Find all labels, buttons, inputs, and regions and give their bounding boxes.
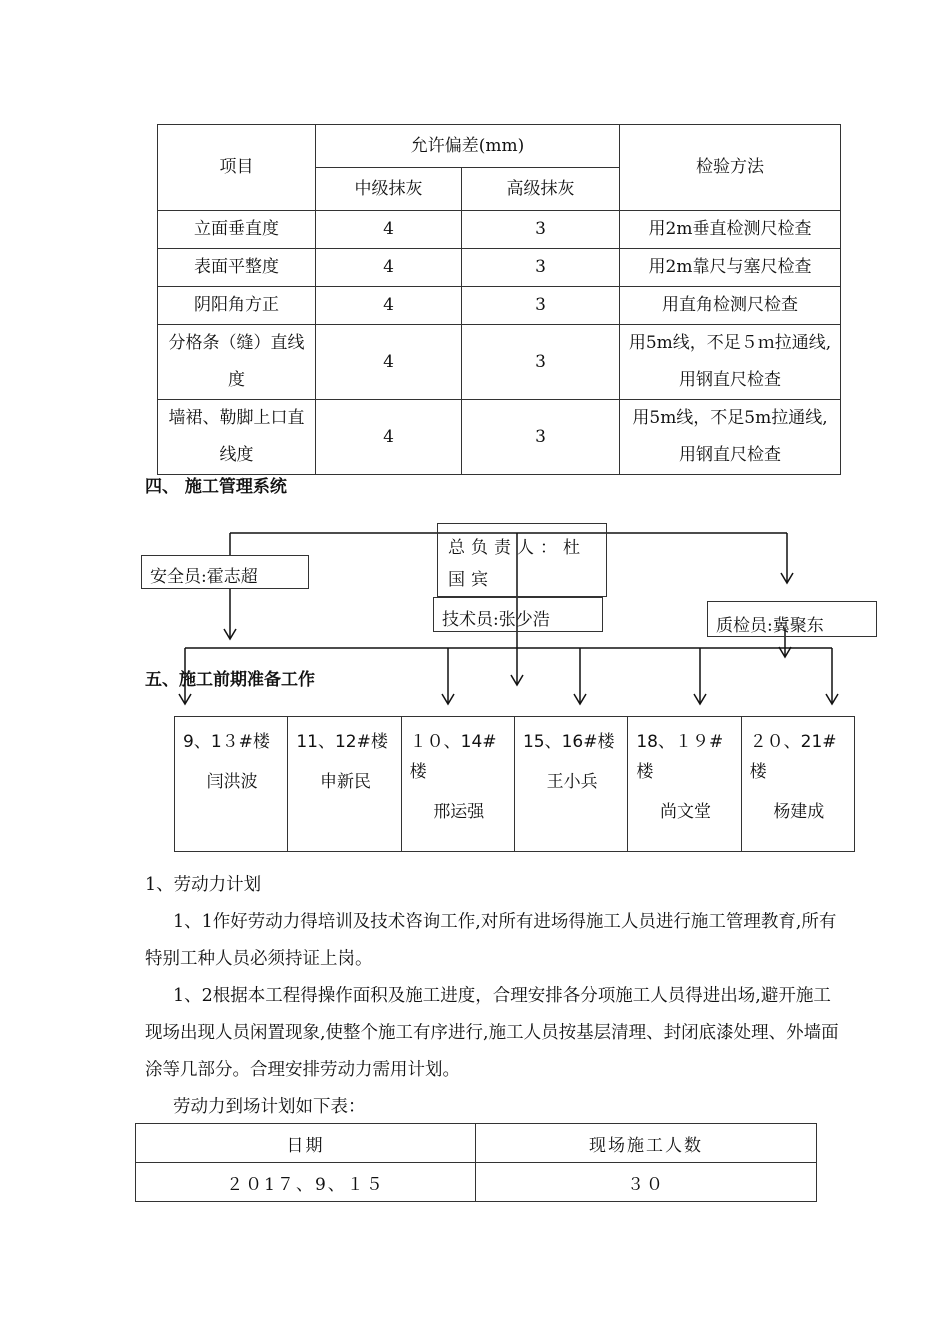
building-cell [514,717,627,852]
cell-count: ３０ [476,1163,817,1202]
tech-label: 技术员:张少浩 [442,610,550,630]
labor-paragraph-1: 1、1作好劳动力得培训及技术咨询工作,对所有进场得施工人员进行施工管理教育,所有特别工种人员必须持证上岗。 [145,912,837,969]
header-method: 检验方法 [620,125,841,211]
header-date: 日期 [136,1124,476,1163]
building-cell [288,717,401,852]
cell-item: 表面平整度 [158,249,316,287]
table-row [136,1163,817,1202]
buildings-table [174,716,855,852]
safety-box [141,555,309,589]
labor-title: 1、劳动力计划 [145,875,262,895]
building-person: 申新民 [319,772,371,792]
cell-high: 3 [462,287,620,325]
safety-label: 安全员:霍志超 [150,567,258,587]
cell-date: ２０1７、9、１５ [136,1163,476,1202]
labor-paragraph-2: 1、2根据本工程得操作面积及施工进度，合理安排各分项施工人员得进出场,避开施工现场出现人员闲置现象,使整个施工有序进行,施工人员按基层清理、封闭底漆处理、外墙面涂等几部分。合理安排劳动力需用计划。 [145,986,839,1080]
header-item: 项目 [158,125,316,211]
cell-item: 阴阳角方正 [158,287,316,325]
header-high: 高级抹灰 [462,168,620,211]
cell-method: 用直角检测尺检查 [620,287,841,325]
cell-high: 3 [462,325,620,400]
cell-mid: 4 [316,249,462,287]
quality-label: 质检员:冀聚东 [716,616,824,636]
cell-method: 用2m靠尺与塞尺检查 [620,249,841,287]
cell-mid: 4 [316,325,462,400]
cell-high: 3 [462,249,620,287]
cell-item: 墙裙、勒脚上口直线度 [158,400,316,475]
building-cell [401,717,514,852]
section4-title: 四、 施工管理系统 [145,477,287,497]
cell-mid: 4 [316,400,462,475]
building-cell [741,717,854,852]
section5-title: 五、施工前期准备工作 [145,670,315,690]
cell-method: 用5m线，不足５ｍ拉通线,用钢直尺检查 [620,325,841,400]
building-name: １０、14#楼 [409,732,497,782]
cell-high: 3 [462,400,620,475]
chief-label: 总负责人：杜国宾 [448,538,586,590]
building-person: 王小兵 [546,772,598,792]
building-person: 邢运强 [433,802,485,822]
building-name: 11、12#楼 [296,732,388,752]
building-name: 15、16#楼 [522,732,615,752]
building-cell [628,717,741,852]
tech-box [433,597,603,632]
quality-box [707,601,877,637]
cell-method: 用5m线，不足5m拉通线,用钢直尺检查 [620,400,841,475]
labor-plan-table [135,1123,817,1202]
cell-mid: 4 [316,211,462,249]
labor-paragraph-3: 劳动力到场计划如下表： [173,1097,366,1117]
building-person: 尚文堂 [659,802,711,822]
cell-mid: 4 [316,287,462,325]
building-name: 18、１９#楼 [636,732,724,782]
header-count: 现场施工人数 [476,1124,817,1163]
header-tolerance: 允许偏差(mm) [316,125,620,168]
header-mid: 中级抹灰 [316,168,462,211]
chief-box [437,523,607,597]
building-name: 9、1３#楼 [183,732,270,752]
building-person: 杨建成 [773,802,825,822]
cell-high: 3 [462,211,620,249]
cell-item: 分格条（缝）直线度 [158,325,316,400]
building-cell [175,717,288,852]
cell-item: 立面垂直度 [158,211,316,249]
building-person: 闫洪波 [206,772,258,792]
building-name: ２０、21#楼 [749,732,837,782]
cell-method: 用2m垂直检测尺检查 [620,211,841,249]
